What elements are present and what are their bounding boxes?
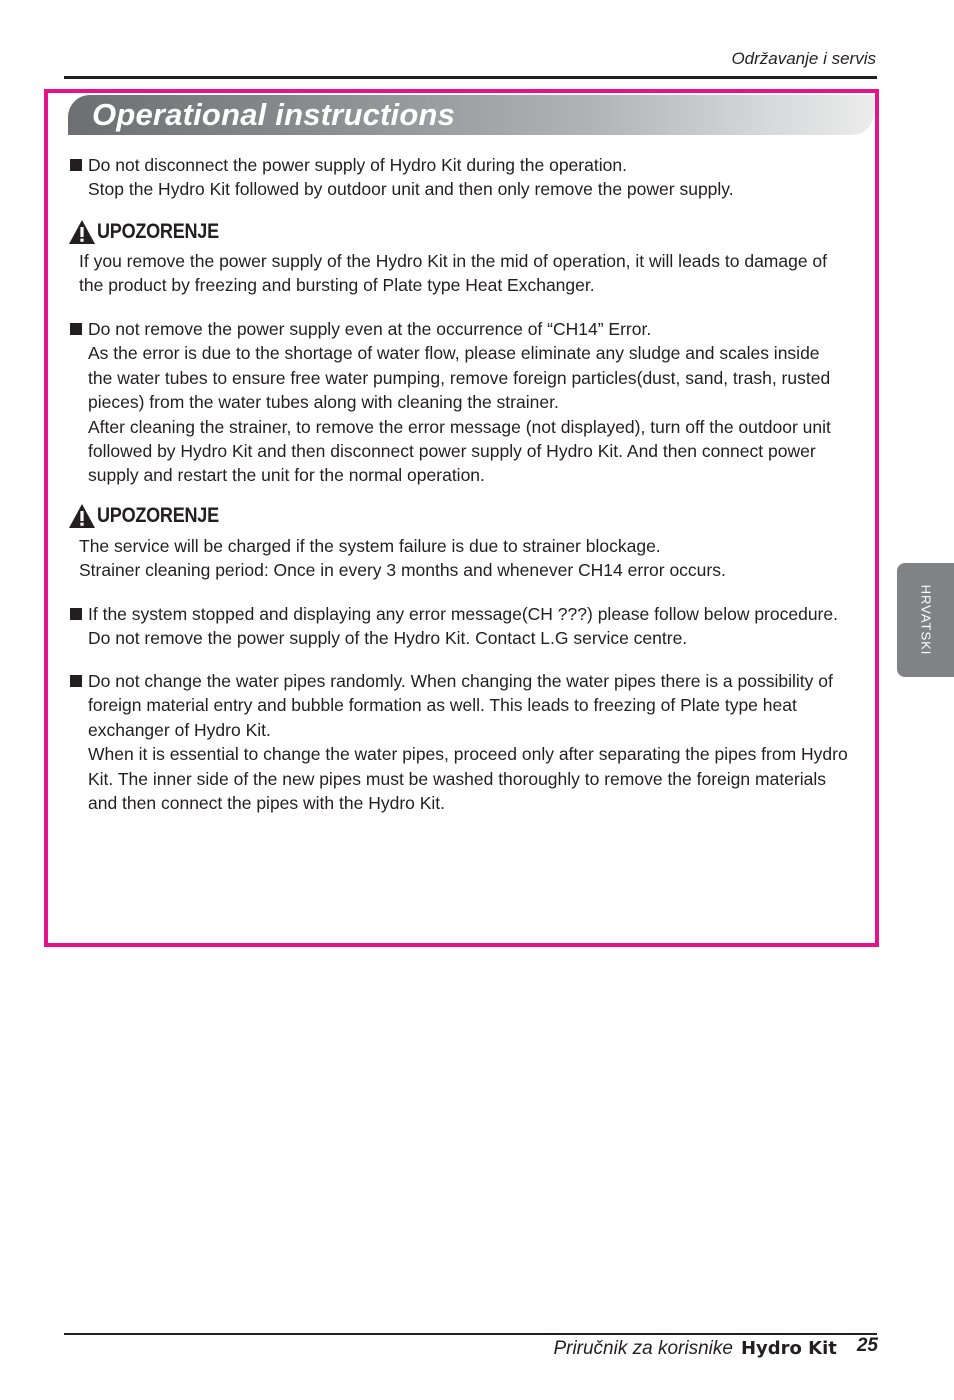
bullet-block-2 [68,317,831,488]
page-footer [553,1335,878,1360]
bullet-block-3 [68,602,838,651]
bullet-continuation: When it is essential to change the water pipes, proceed only after separating the pipes from Hydro [88,744,848,765]
bullet-continuation: supply and restart the unit for the normal operation. [88,465,485,486]
bullet-text: Do not disconnect the power supply of Hydro Kit during the operation. [88,155,627,175]
warning-heading-1 [68,218,239,246]
footer-manual-title: Priručnik za korisnike [553,1338,733,1359]
page-header-section: Održavanje i servis [731,49,876,68]
bullet-text: Do not change the water pipes randomly. When changing the water pipes there is a possibility of [88,671,833,691]
page-number: 25 [856,1335,878,1356]
bullet-line [68,669,848,693]
warning-label: UPOZORENJE [97,504,219,527]
bullet-continuation: pieces) from the water tubes along with cleaning the strainer. [88,392,559,413]
language-tab-label: HRVATSKI [918,584,933,656]
warning-label: UPOZORENJE [97,220,219,243]
bullet-continuation: followed by Hydro Kit and then disconnect power supply of Hydro Kit. And then connect power [88,441,816,462]
bullet-continuation: As the error is due to the shortage of water flow, please eliminate any sludge and scales inside [88,343,820,364]
bullet-continuation: Do not remove the power supply of the Hydro Kit. Contact L.G service centre. [88,628,688,649]
warning-line: the product by freezing and bursting of Plate type Heat Exchanger. [79,275,595,296]
warning-triangle-icon [68,503,96,529]
bullet-continuation: exchanger of Hydro Kit. [88,719,271,740]
bullet-square-icon [70,159,82,171]
bullet-text: Do not remove the power supply even at the occurrence of “CH14” Error. [88,319,652,339]
bullet-square-icon [70,323,82,335]
warning-line: Strainer cleaning period: Once in every 3 months and whenever CH14 error occurs. [79,560,726,581]
warning-body-1 [79,249,827,298]
bullet-square-icon [70,675,82,687]
bullet-continuation: the water tubes to ensure free water pumping, remove foreign particles(dust, sand, trash, rusted [88,367,831,388]
bullet-square-icon [70,608,82,620]
bullet-line [68,153,734,177]
warning-triangle-icon [68,219,96,245]
bullet-continuation: foreign material entry and bubble formation as well. This leads to freezing of Plate type heat [88,695,797,716]
footer-product-name: Hydro Kit [740,1338,837,1359]
bullet-line [68,602,838,626]
bullet-continuation: Stop the Hydro Kit followed by outdoor unit and then only remove the power supply. [88,179,734,200]
page-title: Operational instructions [92,97,456,132]
bullet-line [68,317,831,341]
bullet-text: If the system stopped and displaying any error message(CH ???) please follow below procedure. [88,604,838,624]
bullet-continuation: and then connect the pipes with the Hydro Kit. [88,793,446,814]
language-side-tab [897,563,954,677]
warning-body-2 [79,534,726,583]
header-rule [64,76,877,79]
bullet-continuation: After cleaning the strainer, to remove the error message (not displayed), turn off the outdoor unit [88,416,831,437]
content-area [48,93,875,943]
warning-line: If you remove the power supply of the Hydro Kit in the mid of operation, it will leads to damage of [79,251,828,271]
bullet-continuation: Kit. The inner side of the new pipes must be washed thoroughly to remove the foreign materials [88,768,826,789]
footer-rule [64,1333,877,1335]
bullet-block-1 [68,153,734,202]
content-frame [44,89,879,947]
bullet-block-4 [68,669,848,815]
warning-heading-2 [68,502,239,530]
warning-line: The service will be charged if the system failure is due to strainer blockage. [79,536,661,556]
